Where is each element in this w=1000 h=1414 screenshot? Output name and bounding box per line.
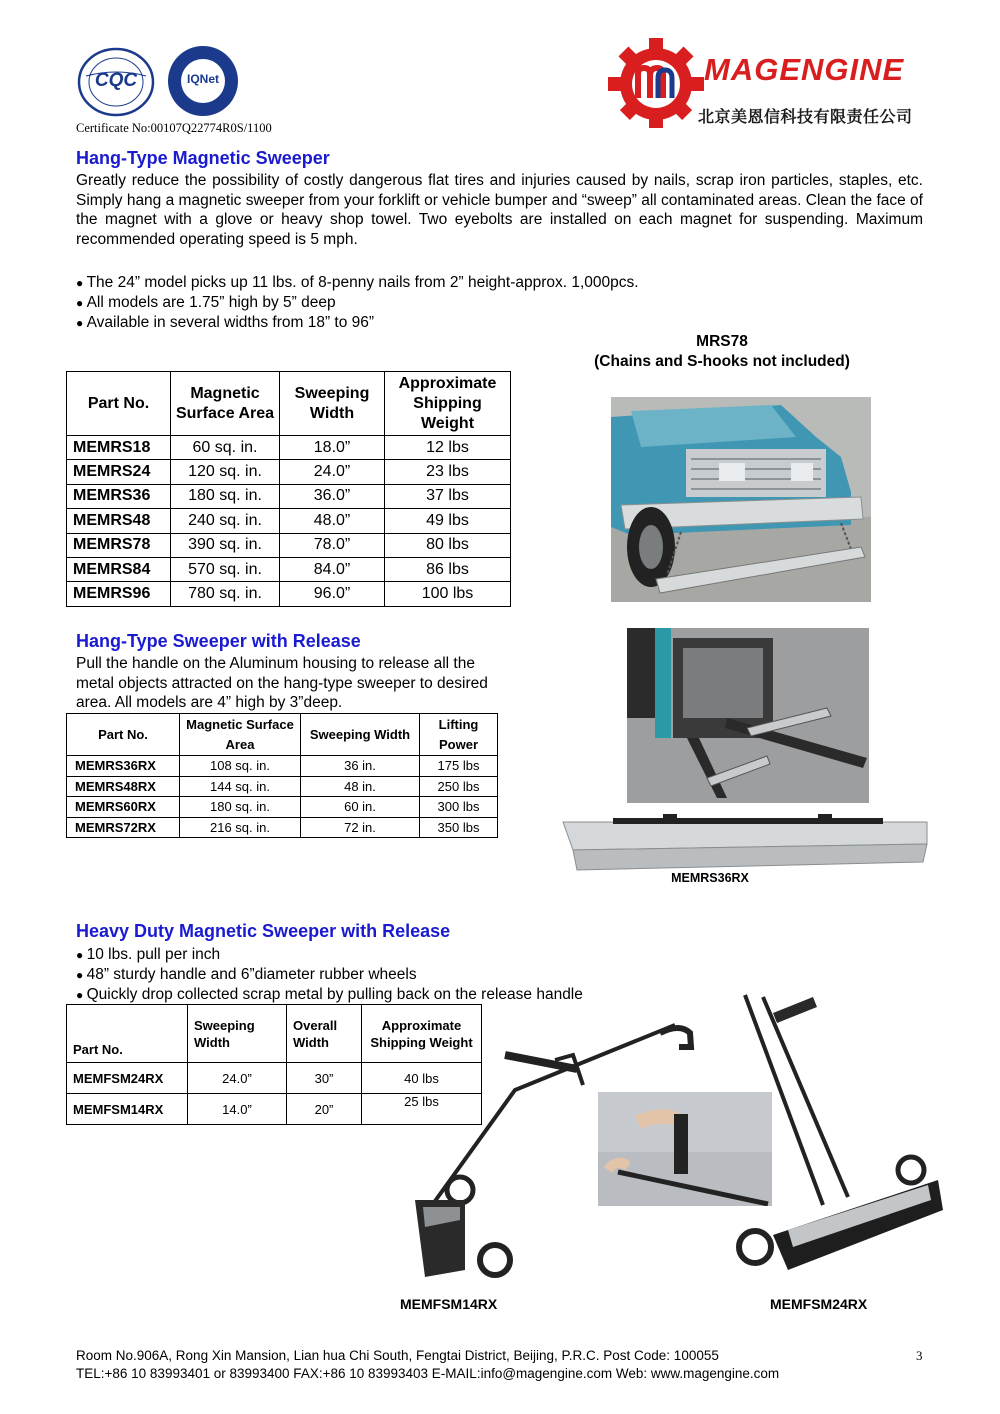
table-row bbox=[67, 582, 511, 606]
footer-address: Room No.906A, Rong Xin Mansion, Lian hua Chi South, Fengtai District, Beijing, P.R.C. Post Code: 100055 bbox=[76, 1348, 719, 1363]
table-cell: 18.0” bbox=[280, 436, 385, 460]
cqc-logo-text: CQC bbox=[94, 70, 138, 91]
part-number: MEMRS48RX bbox=[67, 776, 180, 797]
iqnet-logo-text: IQNet bbox=[186, 72, 219, 86]
table-cell: 60 in. bbox=[301, 797, 420, 818]
table-cell: 216 sq. in. bbox=[180, 817, 301, 838]
page-number: 3 bbox=[916, 1348, 923, 1363]
section1-title: Hang-Type Magnetic Sweeper bbox=[76, 148, 330, 168]
table-cell: 40 lbs bbox=[362, 1063, 482, 1094]
table-cell: 24.0” bbox=[188, 1063, 287, 1094]
table-cell: 23 lbs bbox=[385, 460, 511, 484]
column-header: Magnetic Surface Area bbox=[171, 372, 280, 436]
list-item: ● 10 lbs. pull per inch bbox=[76, 945, 676, 965]
part-number: MEMRS78 bbox=[67, 533, 171, 557]
table-header-row bbox=[67, 714, 498, 756]
table-cell: 780 sq. in. bbox=[171, 582, 280, 606]
table-cell: 96.0” bbox=[280, 582, 385, 606]
photo-caption-memrs36rx: MEMRS36RX bbox=[671, 871, 749, 885]
part-number: MEMFSM14RX bbox=[67, 1094, 188, 1125]
table-row bbox=[67, 776, 498, 797]
column-header: Approximate Shipping Weight bbox=[385, 372, 511, 436]
column-header: Part No. bbox=[67, 1005, 188, 1063]
section1-bullets bbox=[76, 273, 776, 333]
list-item: ● Quickly drop collected scrap metal by pulling back on the release handle bbox=[76, 985, 676, 1005]
table-cell: 300 lbs bbox=[420, 797, 498, 818]
table-cell: 60 sq. in. bbox=[171, 436, 280, 460]
column-header: Sweeping Width bbox=[301, 714, 420, 756]
table-cell: 350 lbs bbox=[420, 817, 498, 838]
table-cell: 120 sq. in. bbox=[171, 460, 280, 484]
table-row bbox=[67, 817, 498, 838]
truck-sweeper-photo bbox=[611, 397, 871, 602]
table-cell: 175 lbs bbox=[420, 756, 498, 777]
section3-bullets bbox=[76, 945, 676, 1005]
table-row bbox=[67, 797, 498, 818]
table-header-row bbox=[67, 372, 511, 436]
table-cell: 14.0” bbox=[188, 1094, 287, 1125]
table-cell: 80 lbs bbox=[385, 533, 511, 557]
table-cell: 84.0” bbox=[280, 557, 385, 581]
section2-title: Hang-Type Sweeper with Release bbox=[76, 631, 361, 651]
part-number: MEMRS18 bbox=[67, 436, 171, 460]
column-header: Lifting Power bbox=[420, 714, 498, 756]
table-row bbox=[67, 509, 511, 533]
table-row bbox=[67, 533, 511, 557]
brand-chinese: 北京美恩信科技有限责任公司 bbox=[698, 109, 913, 126]
table-cell: 48 in. bbox=[301, 776, 420, 797]
table-cell: 20” bbox=[287, 1094, 362, 1125]
table-cell: 78.0” bbox=[280, 533, 385, 557]
part-number: MEMRS96 bbox=[67, 582, 171, 606]
section3-title: Heavy Duty Magnetic Sweeper with Release bbox=[76, 921, 451, 941]
table-cell: 12 lbs bbox=[385, 436, 511, 460]
table-cell: 72 in. bbox=[301, 817, 420, 838]
part-number: MEMRS36RX bbox=[67, 756, 180, 777]
section1-paragraph: Greatly reduce the possibility of costly dangerous flat tires and injuries caused by nails, scrap iron particles, staples, etc. Simply hang a magnetic sweeper from your forklift or vehicle bumper and “sweep” all contaminated areas. Clean the face of the magnet with a glove or heavy shop towel. Two eyebolts are installed on each magnet for suspending. Maximum recommended operating speed is 5 mph. bbox=[76, 172, 923, 248]
part-number: MEMRS84 bbox=[67, 557, 171, 581]
column-header: Approximate Shipping Weight bbox=[362, 1005, 482, 1063]
table-cell: 86 lbs bbox=[385, 557, 511, 581]
magengine-logo bbox=[606, 34, 940, 130]
table-cell: 30” bbox=[287, 1063, 362, 1094]
table-cell: 180 sq. in. bbox=[171, 484, 280, 508]
list-item: ● The 24” model picks up 11 lbs. of 8-penny nails from 2” height-approx. 1,000pcs. bbox=[76, 273, 776, 293]
part-number: MEMRS60RX bbox=[67, 797, 180, 818]
footer-contact: TEL:+86 10 83993401 or 83993400 FAX:+86 10 83993403 E-MAIL:info@magengine.com Web: www.magengine.com bbox=[76, 1366, 780, 1381]
caption-memfsm24rx: MEMFSM24RX bbox=[770, 1296, 868, 1312]
column-header: Overall Width bbox=[287, 1005, 362, 1063]
part-number: MEMRS24 bbox=[67, 460, 171, 484]
photo-caption-mrs78: MRS78 bbox=[696, 333, 748, 350]
caption-memfsm14rx: MEMFSM14RX bbox=[400, 1296, 498, 1312]
sweeper-table bbox=[66, 371, 511, 607]
table-cell: 25 lbs bbox=[362, 1094, 482, 1125]
table-cell: 24.0” bbox=[280, 460, 385, 484]
part-number: MEMRS48 bbox=[67, 509, 171, 533]
column-header: Sweeping Width bbox=[188, 1005, 287, 1063]
part-number: MEMRS72RX bbox=[67, 817, 180, 838]
table-cell: 36 in. bbox=[301, 756, 420, 777]
table-row bbox=[67, 756, 498, 777]
table-cell: 108 sq. in. bbox=[180, 756, 301, 777]
list-item: ● All models are 1.75” high by 5” deep bbox=[76, 293, 776, 313]
table-cell: 36.0” bbox=[280, 484, 385, 508]
iqnet-logo bbox=[166, 44, 240, 118]
table-cell: 250 lbs bbox=[420, 776, 498, 797]
column-header: Magnetic Surface Area bbox=[180, 714, 301, 756]
cqc-logo bbox=[76, 46, 156, 118]
brand-name: MAGENGINE bbox=[704, 52, 905, 87]
part-number: MEMRS36 bbox=[67, 484, 171, 508]
column-header: Sweeping Width bbox=[280, 372, 385, 436]
table-cell: 100 lbs bbox=[385, 582, 511, 606]
memfsm24rx-photo bbox=[733, 985, 943, 1285]
table-cell: 570 sq. in. bbox=[171, 557, 280, 581]
column-header: Part No. bbox=[67, 372, 171, 436]
column-header: Part No. bbox=[67, 714, 180, 756]
table-row bbox=[67, 484, 511, 508]
forklift-sweeper-photo bbox=[627, 628, 869, 803]
table-cell: 49 lbs bbox=[385, 509, 511, 533]
table-cell: 48.0” bbox=[280, 509, 385, 533]
table-cell: 37 lbs bbox=[385, 484, 511, 508]
table-cell: 390 sq. in. bbox=[171, 533, 280, 557]
certificate-number: Certificate No:00107Q22774R0S/1100 bbox=[76, 121, 272, 135]
table-row bbox=[67, 460, 511, 484]
table-cell: 180 sq. in. bbox=[180, 797, 301, 818]
table-cell: 144 sq. in. bbox=[180, 776, 301, 797]
part-number: MEMFSM24RX bbox=[67, 1063, 188, 1094]
release-table bbox=[66, 713, 498, 838]
photo-caption-chains: (Chains and S-hooks not included) bbox=[594, 353, 850, 370]
section2-paragraph: Pull the handle on the Aluminum housing to release all the metal objects attracted on the hang-type sweeper to desired area. All models are 4” high by 3”deep. bbox=[76, 655, 488, 711]
list-item: ● Available in several widths from 18” to 96” bbox=[76, 313, 776, 333]
table-row bbox=[67, 557, 511, 581]
table-row bbox=[67, 436, 511, 460]
list-item: ● 48” sturdy handle and 6”diameter rubber wheels bbox=[76, 965, 676, 985]
table-cell: 240 sq. in. bbox=[171, 509, 280, 533]
